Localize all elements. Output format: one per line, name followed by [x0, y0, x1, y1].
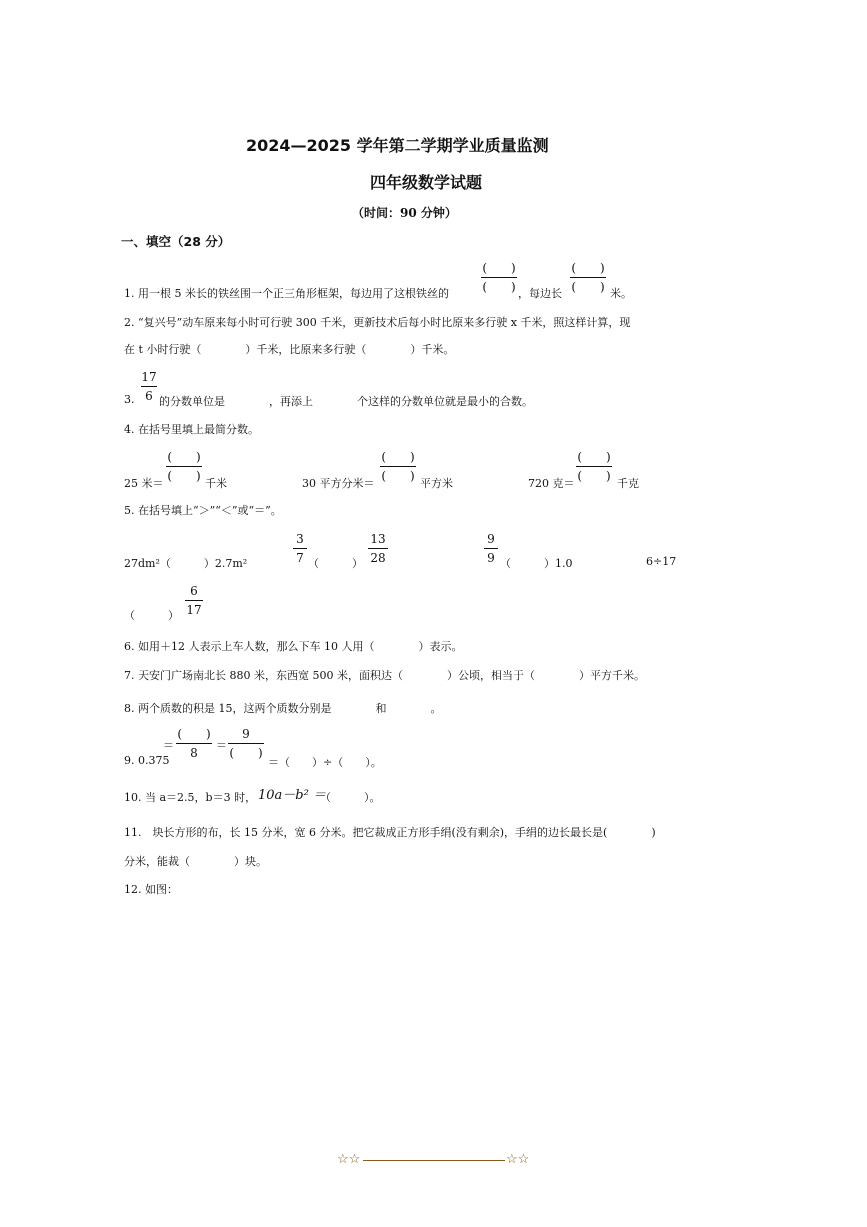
q1-fraction-2-numerator: ( ): [571, 261, 605, 275]
q10-expression: 10a－b² ＝: [258, 788, 326, 803]
q3-label: 3.: [124, 393, 135, 406]
q1-fraction-blank-2: [570, 261, 606, 294]
q8-text: 8. 两个质数的积是 15，这两个质数分别是 和 。: [124, 702, 442, 715]
q4-a-unit: 千米: [205, 477, 227, 490]
q5-b-blank: （ ）: [308, 557, 363, 570]
q9-fraction-1-denominator: 8: [190, 746, 198, 760]
q2-line2: 在 t 小时行驶（ ）千米，比原来多行驶（ ）千米。: [124, 343, 455, 356]
q4-c-fraction-blank: [576, 450, 612, 483]
q1-fraction-2-denominator: ( ): [571, 280, 605, 294]
q5-b2-numerator: 13: [370, 532, 386, 546]
q11-line2: 分米，能裁（ ）块。: [124, 855, 267, 868]
q5-b-fraction-right: [368, 532, 388, 565]
q5-b2-denominator: 28: [370, 551, 386, 565]
q5-d-numerator: 6: [190, 584, 198, 598]
time-note: （时间：90 分钟）: [352, 206, 457, 220]
footer-star-right-icon: ☆☆: [506, 1152, 530, 1167]
q5-a: 27dm²（ ）2.7m²: [124, 557, 248, 570]
q9-fraction-1-numerator: ( ): [177, 727, 211, 741]
q4-c-denominator: ( ): [577, 469, 611, 483]
q4-c-unit: 千克: [617, 477, 639, 490]
q5-d-denominator: 17: [186, 603, 202, 617]
fraction-bar: [141, 386, 157, 387]
q4-a-denominator: ( ): [167, 469, 201, 483]
q4-a-label: 25 米＝: [124, 477, 164, 490]
q12-text: 12. 如图：: [124, 883, 178, 896]
q9-fraction-2: [228, 727, 264, 760]
q5-b-numerator: 3: [296, 532, 304, 546]
q2-line1: 2. “复兴号”动车原来每小时可行驶 300 千米，更新技术后每小时比原来多行驶 x 千米，照这样计算，现: [124, 316, 631, 329]
q3-numerator: 17: [141, 370, 157, 384]
q4-b-fraction-blank: [380, 450, 416, 483]
q5-d-blank: （ ）: [124, 609, 179, 622]
fraction-bar: [570, 277, 606, 278]
section-heading-fill-in: 一、填空（28 分）: [121, 234, 231, 249]
fraction-bar: [576, 466, 612, 467]
q4-c-label: 720 克＝: [528, 477, 575, 490]
footer-divider: [363, 1160, 505, 1161]
q5-text: 5. 在括号填上“＞”“＜”或“＝”。: [124, 504, 282, 517]
q9-fraction-2-denominator: ( ): [229, 746, 263, 760]
fraction-bar: [185, 600, 203, 601]
fraction-bar: [368, 548, 388, 549]
q4-text: 4. 在括号里填上最简分数。: [124, 423, 259, 436]
q10-text: 10. 当 a＝2.5，b＝3 时，: [124, 791, 257, 804]
q11-line1: 11. 块长方形的布，长 15 分米，宽 6 分米。把它裁成正方形手绢(没有剩余)，手绢的边长最长是( ): [124, 826, 656, 839]
fraction-bar: [484, 548, 498, 549]
grade-title: 四年级数学试题: [370, 173, 483, 192]
fraction-bar: [228, 743, 264, 744]
fraction-bar: [166, 466, 202, 467]
q9-equals-1: ＝: [163, 739, 174, 752]
q3-text: 的分数单位是 ，再添上 个这样的分数单位就是最小的合数。: [159, 395, 533, 408]
q5-c-blank: （ ）1.0: [500, 557, 573, 570]
q10-blank: （ ）。: [320, 791, 381, 804]
q9-fraction-2-numerator: 9: [242, 727, 250, 741]
q9-equals-2: ＝: [216, 739, 227, 752]
q9-label: 9. 0.375: [124, 754, 170, 767]
q6-text: 6. 如用＋12 人表示上车人数，那么下车 10 人用（ ）表示。: [124, 640, 463, 653]
fraction-bar: [380, 466, 416, 467]
q4-b-denominator: ( ): [381, 469, 415, 483]
q4-c-numerator: ( ): [577, 450, 611, 464]
q4-a-fraction-blank: [166, 450, 202, 483]
q1-fraction-1-numerator: ( ): [482, 261, 516, 275]
q1-text-3: 米。: [610, 287, 632, 300]
q5-c-numerator: 9: [487, 532, 495, 546]
footer-star-left-icon: ☆☆: [337, 1152, 361, 1167]
q3-fraction: [141, 370, 157, 403]
q4-a-numerator: ( ): [167, 450, 201, 464]
q5-b-fraction-left: [293, 532, 307, 565]
q5-c-denominator: 9: [487, 551, 495, 565]
q1-fraction-1-denominator: ( ): [482, 280, 516, 294]
exam-title: 2024—2025 学年第二学期学业质量监测: [246, 136, 549, 155]
q1-fraction-blank-1: [481, 261, 517, 294]
q5-b-denominator: 7: [296, 551, 304, 565]
q1-text: 1. 用一根 5 米长的铁丝围一个正三角形框架，每边用了这根铁丝的: [124, 287, 449, 300]
q4-b-unit: 平方米: [420, 477, 453, 490]
fraction-bar: [481, 277, 517, 278]
fraction-bar: [176, 743, 212, 744]
q1-text-2: ，每边长: [518, 287, 562, 300]
q5-d-fraction: [185, 584, 203, 617]
q3-denominator: 6: [145, 389, 153, 403]
q4-b-label: 30 平方分米＝: [302, 477, 375, 490]
q5-d-expression: 6÷17: [646, 555, 677, 568]
q5-c-fraction: [484, 532, 498, 565]
q9-fraction-1: [176, 727, 212, 760]
q9-tail: ＝（ ）÷（ ）。: [268, 756, 382, 769]
fraction-bar: [293, 548, 307, 549]
q7-text: 7. 天安门广场南北长 880 米，东西宽 500 米，面积达（ ）公顷，相当于（ ）平方千米。: [124, 669, 645, 682]
q4-b-numerator: ( ): [381, 450, 415, 464]
